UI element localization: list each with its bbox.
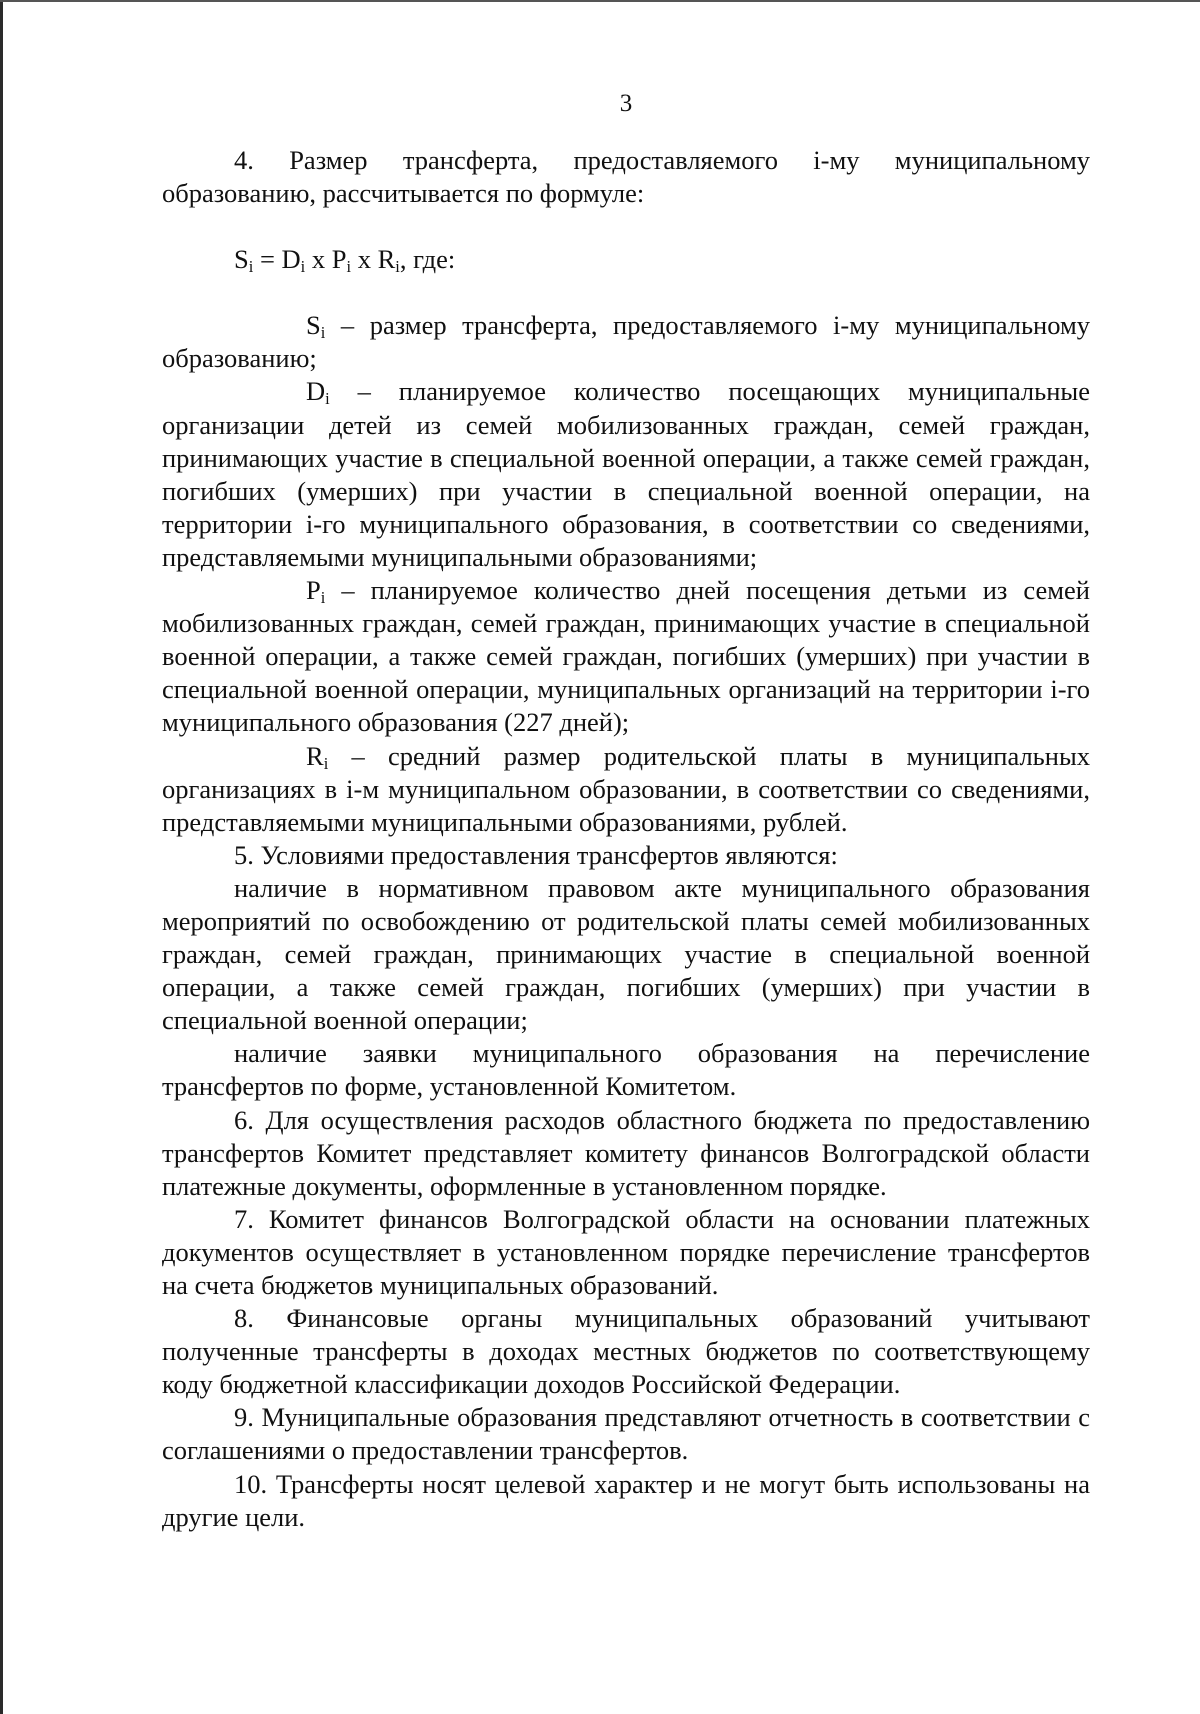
- formula-sub: i: [346, 257, 352, 277]
- formula: [162, 243, 1090, 276]
- definition-d: [162, 375, 1090, 574]
- formula-sub: i: [300, 257, 306, 277]
- paragraph-9: 9. Муниципальные образования представляют отчетность в соответствии с соглашениями о предоставлении трансфертов.: [162, 1402, 1090, 1466]
- formula-r: x R: [351, 244, 396, 275]
- definition-s-text: – размер трансферта, предоставляемого i-му муниципальному образованию;: [162, 310, 1091, 374]
- variable-d: $D_i$: [306, 376, 330, 409]
- scan-edge: [0, 0, 3, 1714]
- paragraph-5-condition-1: наличие в нормативном правовом акте муниципального образования мероприятий по освобождению от родительской платы семей мобилизованных граждан, семей граждан, принимающих участие в специальной военной операции, а также семей граждан, погибших (умерших) при участии в специальной военной операции;: [162, 872, 1090, 1036]
- formula-tail: , где:: [399, 244, 456, 275]
- definition-r-text: – средний размер родительской платы в муниципальных организациях в i-м муниципальном образовании, в соответствии со сведениями, представляемыми муниципальными образованиями, рублей.: [162, 740, 1090, 837]
- page-number: 3: [619, 90, 633, 117]
- definition-d-text: – планируемое количество посещающих муниципальные организации детей из семей мобилизованных граждан, семей граждан, принимающих участие в специальной военной операции, а также семей граждан, погибших (умерших) при участии в специальной военной операции, на территории i-го муниципального образования, в соответствии со сведениями, представляемыми муниципальными образованиями;: [162, 376, 1090, 572]
- formula-p: x P: [305, 244, 347, 275]
- scan-edge-top: [0, 0, 1200, 2]
- paragraph-4: 4. Размер трансферта, предоставляемого i-му муниципальному образованию, рассчитывается по формуле:: [162, 145, 1090, 209]
- document-body: [162, 144, 1090, 1534]
- definition-s: [162, 309, 1090, 375]
- paragraph-8: 8. Финансовые органы муниципальных образований учитывают полученные трансферты в доходах местных бюджетов по соответствующему коду бюджетной классификации доходов Российской Федерации.: [162, 1303, 1090, 1400]
- formula-sub: i: [248, 257, 254, 277]
- paragraph-10: 10. Трансферты носят целевой характер и не могут быть использованы на другие цели.: [162, 1468, 1090, 1532]
- paragraph-6: 6. Для осуществления расходов областного бюджета по предоставлению трансфертов Комитет представляет комитету финансов Волгоградской области платежные документы, оформленные в установленном порядке.: [162, 1104, 1090, 1201]
- formula-d: = D: [253, 244, 301, 275]
- formula-sub: i: [395, 257, 400, 277]
- definition-p-text: – планируемое количество дней посещения детьми из семей мобилизованных граждан, семей граждан, принимающих участие в специальной военной операции, а также семей граждан, погибших (умерших) при участии в специальной военной операции, муниципальных организаций на территории i-го муниципального образования (227 дней);: [162, 575, 1090, 738]
- variable-p: $P_i$: [306, 575, 326, 608]
- definition-p: [162, 574, 1090, 739]
- variable-s: $S_i$: [306, 310, 326, 343]
- paragraph-5: 5. Условиями предоставления трансфертов являются:: [234, 839, 838, 870]
- formula-s: S: [234, 244, 249, 275]
- variable-r: $R_i$: [306, 740, 329, 773]
- paragraph-5-condition-2: наличие заявки муниципального образования на перечисление трансфертов по форме, установленной Комитетом.: [162, 1038, 1090, 1102]
- definition-r: [162, 740, 1090, 839]
- paragraph-7: 7. Комитет финансов Волгоградской области на основании платежных документов осуществляет в установленном порядке перечисление трансфертов на счета бюджетов муниципальных образований.: [162, 1203, 1090, 1300]
